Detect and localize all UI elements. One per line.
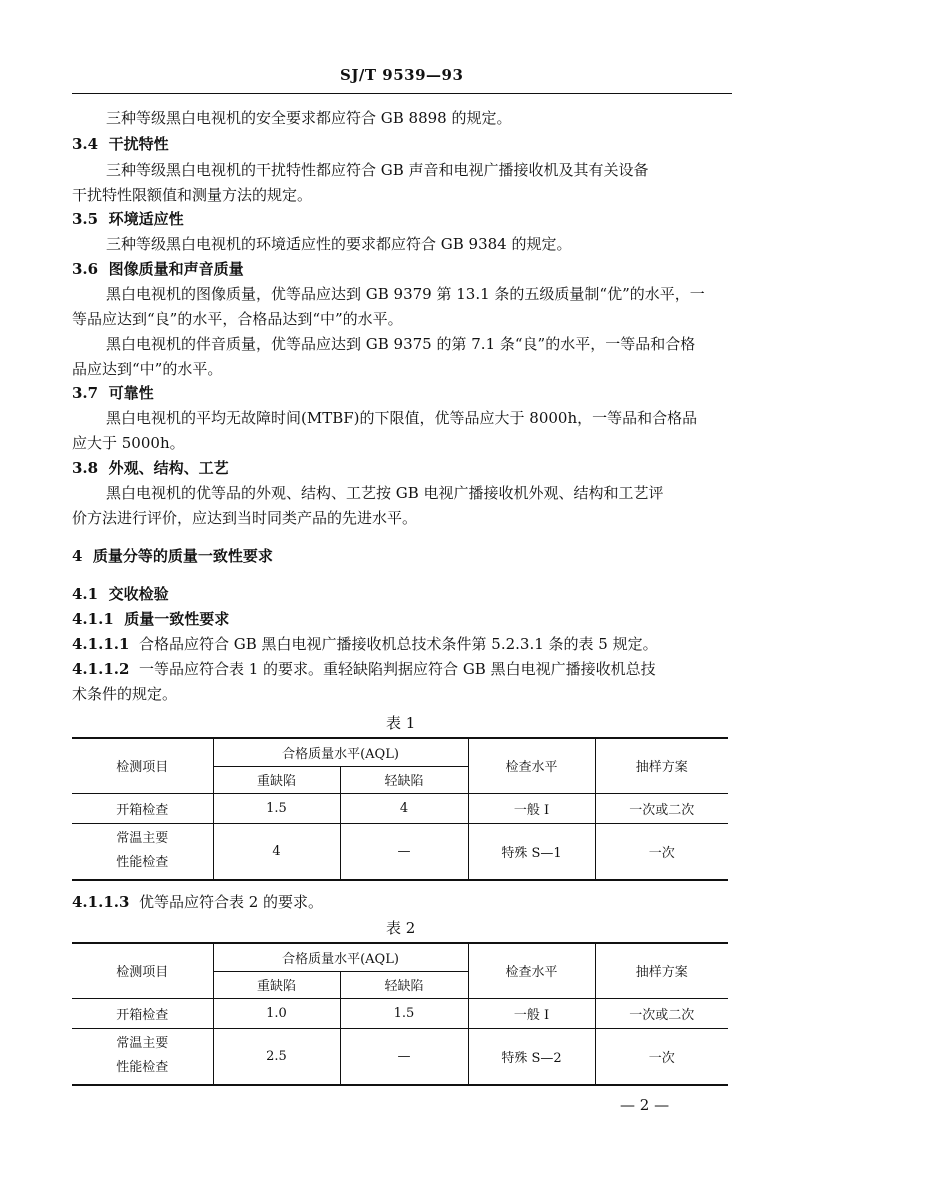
table-row bbox=[72, 793, 728, 823]
section-title: 干扰特性 bbox=[108, 135, 169, 153]
paragraph-3-6-line-2: 等品应达到“良”的水平，合格品达到“中”的水平。 bbox=[72, 310, 403, 328]
header-major: 重缺陷 bbox=[213, 766, 340, 793]
cell-major: 4 bbox=[213, 823, 340, 880]
paragraph-3-5: 三种等级黑白电视机的环境适应性的要求都应符合 GB 9384 的规定。 bbox=[106, 235, 572, 253]
cell-level: 特殊 S—2 bbox=[468, 1028, 595, 1085]
clause-number: 4.1.1.1 bbox=[72, 635, 130, 653]
section-number: 3.4 bbox=[72, 135, 99, 153]
section-3-4 bbox=[72, 134, 169, 154]
section-title: 交收检验 bbox=[108, 585, 169, 603]
section-title: 可靠性 bbox=[108, 384, 154, 402]
paragraph-3-7-line-2: 应大于 5000h。 bbox=[72, 434, 185, 452]
section-title: 质量分等的质量一致性要求 bbox=[92, 547, 273, 565]
section-title: 质量一致性要求 bbox=[124, 610, 230, 628]
cell-minor: — bbox=[340, 1028, 468, 1085]
table-row bbox=[72, 1028, 728, 1085]
paragraph-3-6-line-4: 品应达到“中”的水平。 bbox=[72, 360, 223, 378]
paragraph-3-8-line-2: 价方法进行评价，应达到当时同类产品的先进水平。 bbox=[72, 509, 418, 527]
section-number: 4 bbox=[72, 547, 83, 565]
clause-4-1-1-1 bbox=[72, 634, 658, 654]
clause-number: 4.1.1.3 bbox=[72, 893, 130, 911]
header-level: 检查水平 bbox=[468, 738, 595, 793]
cell-plan: 一次或二次 bbox=[595, 793, 728, 823]
table-2 bbox=[72, 942, 728, 1086]
section-4-1-1 bbox=[72, 609, 229, 629]
clause-number: 4.1.1.2 bbox=[72, 660, 130, 678]
header-minor: 轻缺陷 bbox=[340, 766, 468, 793]
cell-item: 开箱检查 bbox=[72, 998, 213, 1028]
header-item: 检测项目 bbox=[72, 738, 213, 793]
section-title: 环境适应性 bbox=[108, 210, 184, 228]
paragraph-3-7-line-1: 黑白电视机的平均无故障时间(MTBF)的下限值，优等品应大于 8000h，一等品和合格品 bbox=[106, 409, 698, 427]
table-row bbox=[72, 823, 728, 880]
section-number: 3.7 bbox=[72, 384, 99, 402]
paragraph-3-4-line-1: 三种等级黑白电视机的干扰特性都应符合 GB 声音和电视广播接收机及其有关设备 bbox=[106, 161, 649, 179]
header-aql: 合格质量水平(AQL) bbox=[213, 943, 468, 971]
cell-item-line-1: 常温主要 bbox=[116, 831, 169, 847]
header-plan: 抽样方案 bbox=[595, 943, 728, 998]
clause-4-1-1-3 bbox=[72, 892, 323, 912]
cell-item-line-2: 性能检查 bbox=[116, 855, 169, 871]
page-number: — 2 — bbox=[620, 1096, 670, 1114]
paragraph-3-6-line-1: 黑白电视机的图像质量，优等品应达到 GB 9379 第 13.1 条的五级质量制“优”的水平，一 bbox=[106, 285, 705, 303]
cell-item bbox=[72, 1028, 213, 1085]
paragraph-safety: 三种等级黑白电视机的安全要求都应符合 GB 8898 的规定。 bbox=[106, 109, 512, 127]
cell-item bbox=[72, 823, 213, 880]
cell-level: 一般 I bbox=[468, 793, 595, 823]
section-3-6 bbox=[72, 259, 244, 279]
table-2-caption: 表 2 bbox=[386, 919, 416, 937]
section-title: 外观、结构、工艺 bbox=[108, 459, 229, 477]
section-number: 3.8 bbox=[72, 459, 99, 477]
clause-text: 优等品应符合表 2 的要求。 bbox=[138, 893, 324, 911]
header-item: 检测项目 bbox=[72, 943, 213, 998]
cell-minor: — bbox=[340, 823, 468, 880]
header-major: 重缺陷 bbox=[213, 971, 340, 998]
section-3-5 bbox=[72, 209, 184, 229]
paragraph-3-6-line-3: 黑白电视机的伴音质量，优等品应达到 GB 9375 的第 7.1 条“良”的水平，一等品和合格 bbox=[106, 335, 696, 353]
cell-major: 1.0 bbox=[213, 998, 340, 1028]
table-1-caption: 表 1 bbox=[386, 714, 416, 732]
cell-item: 开箱检查 bbox=[72, 793, 213, 823]
section-4 bbox=[72, 546, 273, 566]
section-3-8 bbox=[72, 458, 229, 478]
cell-major: 1.5 bbox=[213, 793, 340, 823]
header-aql: 合格质量水平(AQL) bbox=[213, 738, 468, 766]
header-rule bbox=[72, 93, 732, 94]
paragraph-3-4-line-2: 干扰特性限额值和测量方法的规定。 bbox=[72, 186, 313, 204]
cell-major: 2.5 bbox=[213, 1028, 340, 1085]
section-title: 图像质量和声音质量 bbox=[108, 260, 244, 278]
cell-item-line-1: 常温主要 bbox=[116, 1036, 169, 1052]
cell-plan: 一次 bbox=[595, 823, 728, 880]
clause-text: 一等品应符合表 1 的要求。重轻缺陷判据应符合 GB 黑白电视广播接收机总技 bbox=[138, 660, 656, 678]
section-3-7 bbox=[72, 383, 154, 403]
clause-4-1-1-2 bbox=[72, 659, 656, 679]
cell-level: 特殊 S—1 bbox=[468, 823, 595, 880]
header-level: 检查水平 bbox=[468, 943, 595, 998]
table-1 bbox=[72, 737, 728, 881]
cell-level: 一般 I bbox=[468, 998, 595, 1028]
clause-text: 合格品应符合 GB 黑白电视广播接收机总技术条件第 5.2.3.1 条的表 5 规定。 bbox=[138, 635, 658, 653]
cell-minor: 1.5 bbox=[340, 998, 468, 1028]
document-code-header: SJ/T 9539—93 bbox=[340, 66, 464, 84]
table-row bbox=[72, 998, 728, 1028]
cell-plan: 一次或二次 bbox=[595, 998, 728, 1028]
paragraph-3-8-line-1: 黑白电视机的优等品的外观、结构、工艺按 GB 电视广播接收机外观、结构和工艺评 bbox=[106, 484, 664, 502]
section-4-1 bbox=[72, 584, 169, 604]
cell-plan: 一次 bbox=[595, 1028, 728, 1085]
section-number: 3.6 bbox=[72, 260, 99, 278]
section-number: 4.1 bbox=[72, 585, 99, 603]
header-minor: 轻缺陷 bbox=[340, 971, 468, 998]
clause-4-1-1-2-cont: 术条件的规定。 bbox=[72, 685, 178, 703]
cell-minor: 4 bbox=[340, 793, 468, 823]
header-plan: 抽样方案 bbox=[595, 738, 728, 793]
section-number: 3.5 bbox=[72, 210, 99, 228]
cell-item-line-2: 性能检查 bbox=[116, 1060, 169, 1076]
section-number: 4.1.1 bbox=[72, 610, 114, 628]
